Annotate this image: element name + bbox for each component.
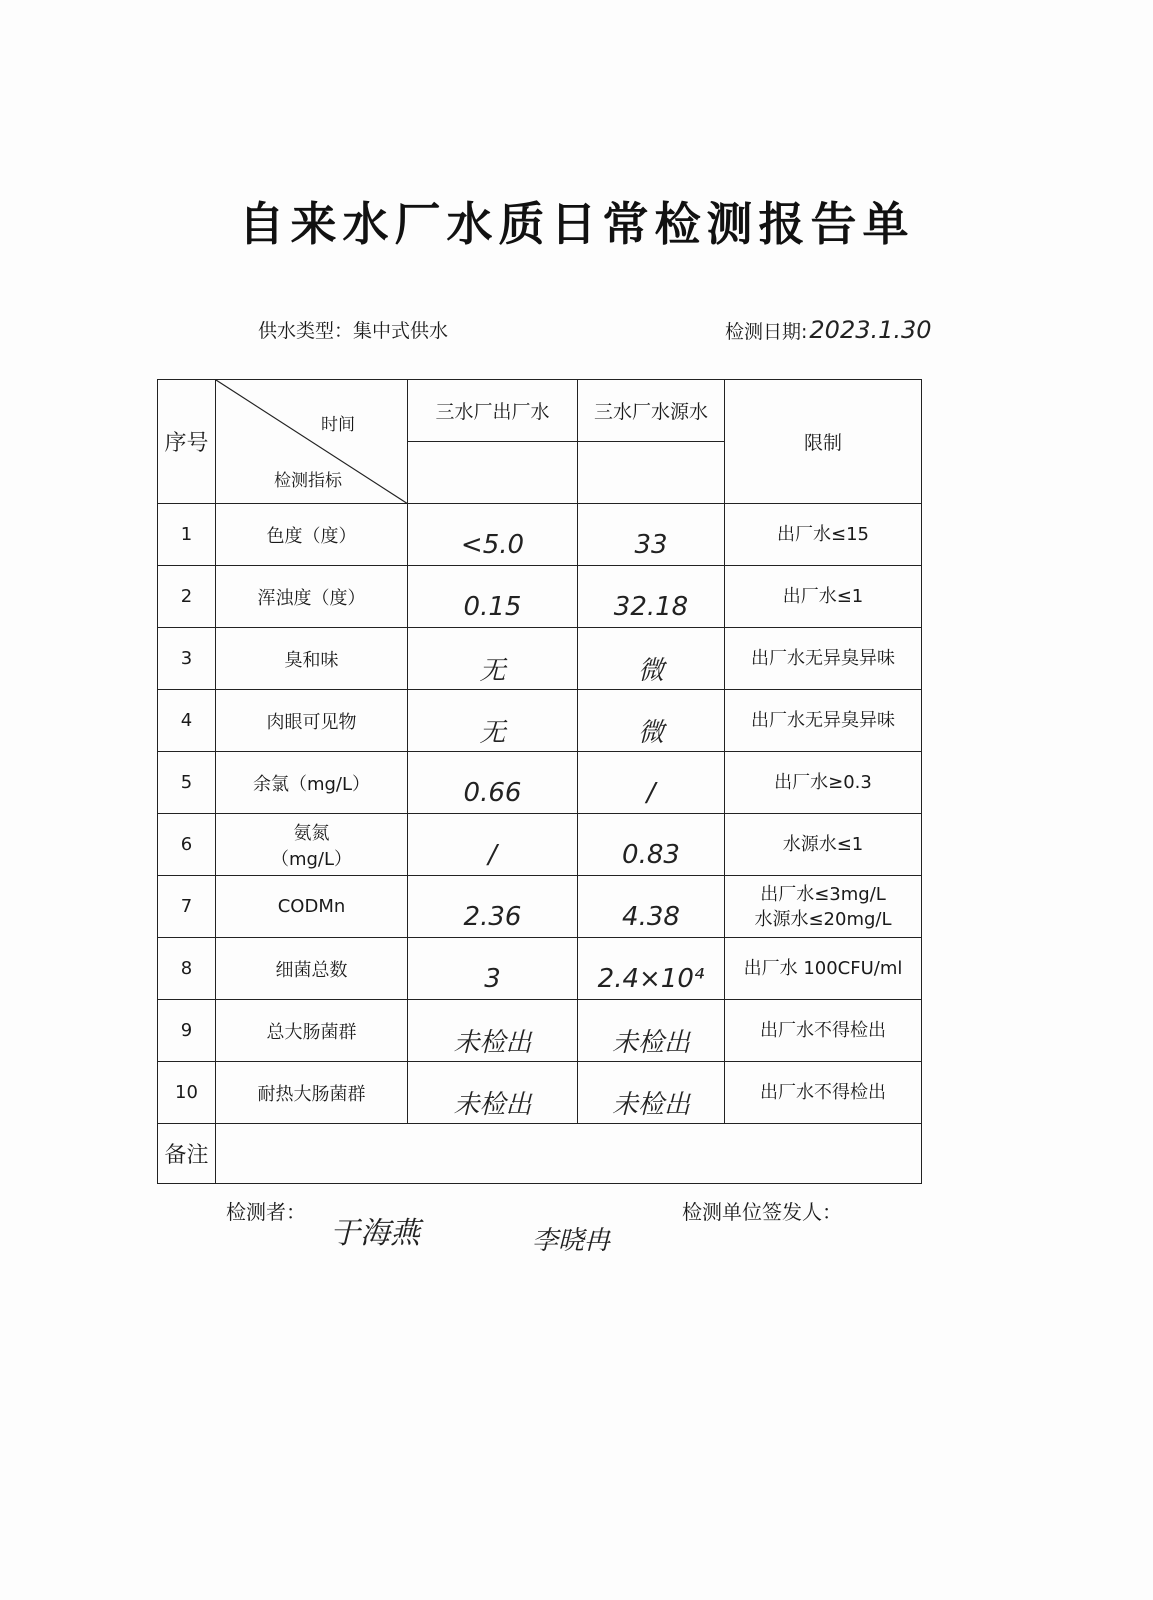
table-row [158, 566, 922, 628]
supply-type [258, 316, 448, 343]
row-outlet-value: <5.0 [408, 504, 578, 566]
row-limit: 出厂水不得检出 [725, 1062, 922, 1124]
diag-top-label: 时间 [321, 415, 355, 435]
row-source-value: 4.38 [578, 876, 725, 938]
supply-type-value: 集中式供水 [353, 320, 449, 342]
table-row [158, 814, 922, 876]
row-number: 2 [158, 566, 216, 628]
row-number: 10 [158, 1062, 216, 1124]
results-rows [158, 504, 922, 1124]
row-indicator: 臭和味 [216, 628, 408, 690]
test-date [725, 316, 932, 344]
tester-signature: 于海燕 [330, 1216, 420, 1251]
row-indicator: 浑浊度（度） [216, 566, 408, 628]
issuer-signature: 李晓冉 [532, 1226, 611, 1256]
row-source-value: 微 [578, 628, 725, 690]
row-limit: 出厂水≤1 [725, 566, 922, 628]
table-row [158, 752, 922, 814]
supply-type-label: 供水类型： [258, 320, 354, 342]
row-source-value: 32.18 [578, 566, 725, 628]
row-outlet-value: 未检出 [408, 1000, 578, 1062]
row-limit: 出厂水无异臭异味 [725, 690, 922, 752]
results-table [157, 379, 922, 1184]
row-outlet-value: 3 [408, 938, 578, 1000]
row-number: 7 [158, 876, 216, 938]
row-outlet-value: / [408, 814, 578, 876]
test-date-value: 2023.1.30 [809, 316, 932, 344]
row-number: 6 [158, 814, 216, 876]
diagonal-header-cell [216, 380, 408, 504]
row-limit: 出厂水≤15 [725, 504, 922, 566]
row-limit: 水源水≤1 [725, 814, 922, 876]
row-indicator: 色度（度） [216, 504, 408, 566]
row-number: 9 [158, 1000, 216, 1062]
row-outlet-value: 无 [408, 628, 578, 690]
row-indicator: 耐热大肠菌群 [216, 1062, 408, 1124]
row-number: 4 [158, 690, 216, 752]
row-limit: 出厂水≤3mg/L 水源水≤20mg/L [725, 876, 922, 938]
row-indicator: 总大肠菌群 [216, 1000, 408, 1062]
document-title: 自来水厂水质日常检测报告单 [238, 197, 915, 251]
row-indicator: 余氯（mg/L） [216, 752, 408, 814]
time-source [578, 442, 725, 504]
table-row [158, 690, 922, 752]
row-source-value: / [578, 752, 725, 814]
row-outlet-value: 2.36 [408, 876, 578, 938]
col-outlet-header: 三水厂出厂水 [408, 380, 578, 442]
row-number: 3 [158, 628, 216, 690]
row-indicator: 肉眼可见物 [216, 690, 408, 752]
row-indicator: CODMn [216, 876, 408, 938]
row-source-value: 未检出 [578, 1000, 725, 1062]
table-row [158, 504, 922, 566]
row-indicator: 细菌总数 [216, 938, 408, 1000]
row-source-value: 2.4×10⁴ [578, 938, 725, 1000]
row-source-value: 未检出 [578, 1062, 725, 1124]
table-row [158, 876, 922, 938]
row-outlet-value: 无 [408, 690, 578, 752]
row-number: 1 [158, 504, 216, 566]
row-limit: 出厂水 100CFU/ml [725, 938, 922, 1000]
seq-header: 序号 [158, 380, 216, 504]
row-limit: 出厂水不得检出 [725, 1000, 922, 1062]
table-row [158, 938, 922, 1000]
remarks-label: 备注 [158, 1124, 216, 1184]
table-row [158, 1000, 922, 1062]
diag-bottom-label: 检测指标 [274, 471, 342, 491]
table-row [158, 628, 922, 690]
row-indicator: 氨氮 （mg/L） [216, 814, 408, 876]
issuer-label: 检测单位签发人： [682, 1200, 842, 1224]
col-limit-header: 限制 [725, 380, 922, 504]
remarks-value [216, 1124, 922, 1184]
row-number: 8 [158, 938, 216, 1000]
row-source-value: 微 [578, 690, 725, 752]
tester-label: 检测者： [226, 1200, 306, 1224]
col-source-header: 三水厂水源水 [578, 380, 725, 442]
table-row [158, 1062, 922, 1124]
time-outlet [408, 442, 578, 504]
row-outlet-value: 0.66 [408, 752, 578, 814]
row-number: 5 [158, 752, 216, 814]
row-outlet-value: 未检出 [408, 1062, 578, 1124]
row-source-value: 0.83 [578, 814, 725, 876]
row-source-value: 33 [578, 504, 725, 566]
row-limit: 出厂水无异臭异味 [725, 628, 922, 690]
row-outlet-value: 0.15 [408, 566, 578, 628]
test-date-label: 检测日期: [725, 321, 808, 343]
row-limit: 出厂水≥0.3 [725, 752, 922, 814]
